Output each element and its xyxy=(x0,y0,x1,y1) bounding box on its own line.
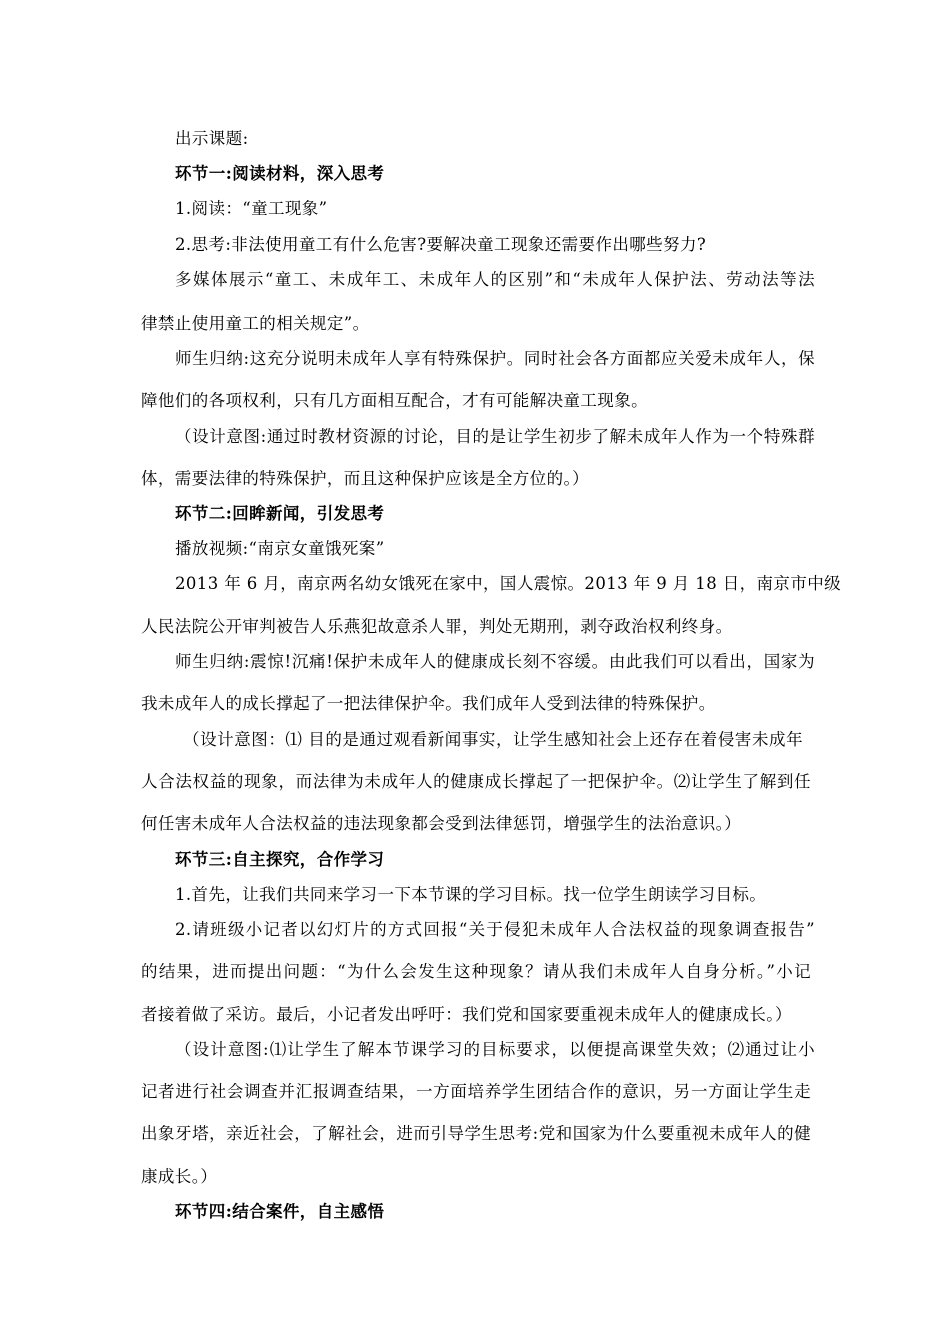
text-line: 人民法院公开审判被告人乐燕犯故意杀人罪，判处无期刑，剥夺政治权利终身。 xyxy=(141,617,733,636)
text-line: 人合法权益的现象，而法律为未成年人的健康成长撑起了一把保护伞。⑵让学生了解到任 xyxy=(141,772,811,791)
section-heading: 环节三:自主探究，合作学习 xyxy=(175,850,385,869)
text-line: 者接着做了采访。最后，小记者发出呼吁：我们党和国家要重视未成年人的健康成长。） xyxy=(141,1005,792,1024)
section-heading: 环节一:阅读材料，深入思考 xyxy=(175,164,385,183)
text-line: 1.阅读：“童工现象” xyxy=(175,199,328,218)
text-line: 出象牙塔，亲近社会，了解社会，进而引导学生思考:党和国家为什么要重视未成年人的健 xyxy=(141,1124,811,1143)
text-line: 记者进行社会调查并汇报调查结果，一方面培养学生团结合作的意识，另一方面让学生走 xyxy=(141,1082,811,1101)
text-line: 康成长。） xyxy=(141,1167,218,1186)
text-line: 障他们的各项权利，只有几方面相互配合，才有可能解决童工现象。 xyxy=(141,391,648,410)
text-line: （设计意图：⑴ 目的是通过观看新闻事实，让学生感知社会上还存在着侵害未成年 xyxy=(183,730,803,749)
text-line: 2.思考:非法使用童工有什么危害?要解决童工现象还需要作出哪些努力? xyxy=(175,235,707,254)
text-line: 何任害未成年人合法权益的违法现象都会受到法律惩罚，增强学生的法治意识。） xyxy=(141,814,742,833)
text-line: 播放视频:“南京女童饿死案” xyxy=(175,539,385,558)
text-line: 1.首先，让我们共同来学习一下本节课的学习目标。找一位学生朗读学习目标。 xyxy=(175,885,767,904)
text-line: 2013 年 6 月，南京两名幼女饿死在家中，国人震惊。2013 年 9 月 18 日，南京市中级 xyxy=(175,574,842,593)
text-line: 体，需要法律的特殊保护，而且这种保护应该是全方位的。） xyxy=(141,469,590,488)
text-line: 师生归纳:这充分说明未成年人享有特殊保护。同时社会各方面都应关爱未成年人，保 xyxy=(175,349,815,368)
section-heading: 环节二:回眸新闻，引发思考 xyxy=(175,504,385,523)
text-line: 我未成年人的成长撑起了一把法律保护伞。我们成年人受到法律的特殊保护。 xyxy=(141,694,716,713)
text-line: 师生归纳:震惊!沉痛!保护未成年人的健康成长刻不容缓。由此我们可以看出，国家为 xyxy=(175,652,815,671)
text-line: 2.请班级小记者以幻灯片的方式回报“关于侵犯未成年人合法权益的现象调查报告” xyxy=(175,920,815,939)
section-heading: 环节四:结合案件，自主感悟 xyxy=(175,1202,385,1221)
text-line: 多媒体展示“童工、未成年工、未成年人的区别”和“未成年人保护法、劳动法等法 xyxy=(175,270,815,289)
text-line: 律禁止使用童工的相关规定”。 xyxy=(141,314,370,333)
text-line: 的结果，进而提出问题：“为什么会发生这种现象？请从我们未成年人自身分析。”小记 xyxy=(141,962,811,981)
text-line: （设计意图:⑴让学生了解本节课学习的目标要求，以便提高课堂失效；⑵通过让小 xyxy=(175,1040,815,1059)
text-line: （设计意图:通过时教材资源的讨论，目的是让学生初步了解未成年人作为一个特殊群 xyxy=(175,427,815,446)
text-line: 出示课题: xyxy=(175,129,249,148)
